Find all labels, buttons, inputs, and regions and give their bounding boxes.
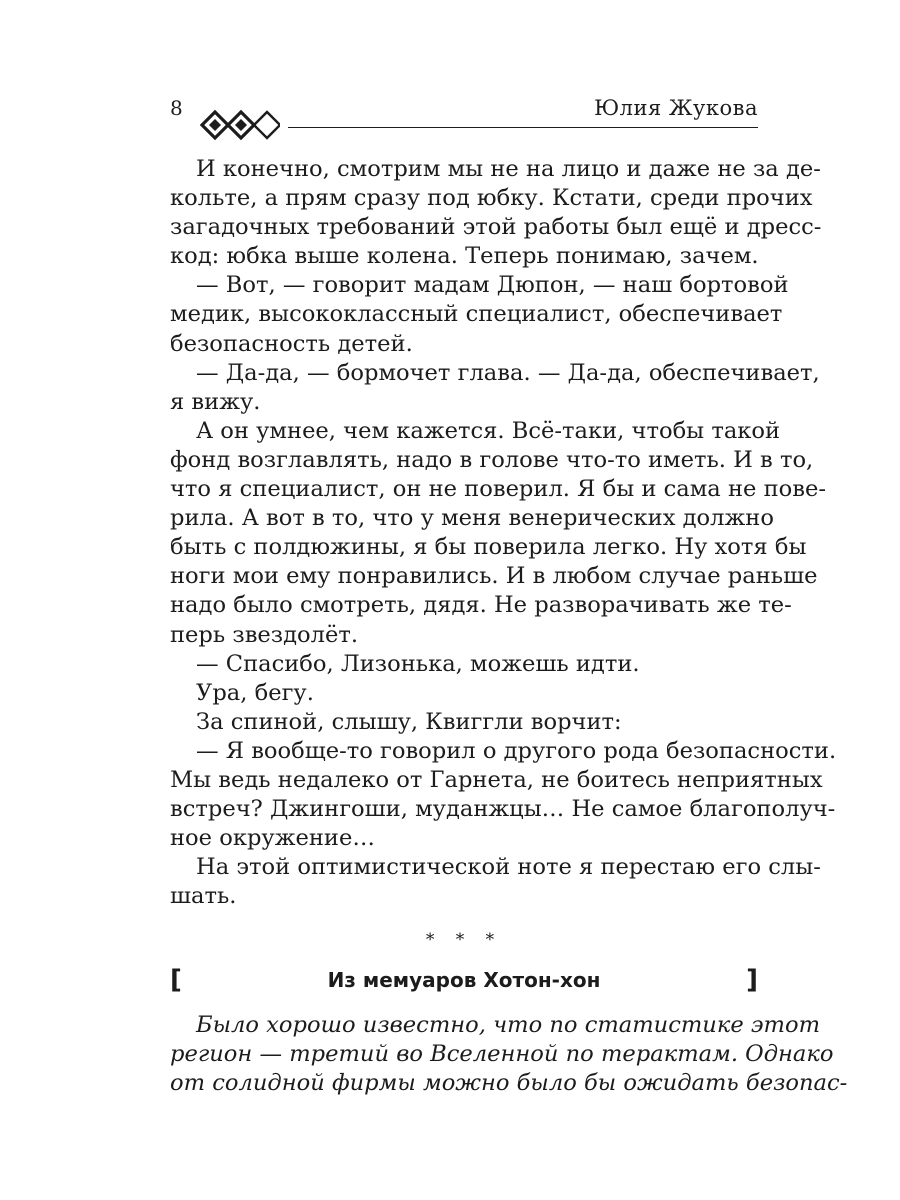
text-line: Ура, бегу. xyxy=(196,679,314,706)
author-name: Юлия Жукова xyxy=(594,96,758,120)
section-separator: * * * xyxy=(425,930,503,950)
text-line: ноги мои ему понравились. И в любом случае раньше xyxy=(170,563,818,590)
text-line: За спиной, слышу, Квиггли ворчит: xyxy=(196,708,622,735)
text-line: И конечно, смотрим мы не на лицо и даже не за де- xyxy=(196,156,821,182)
page-number: 8 xyxy=(170,96,183,120)
text-line: ное окружение… xyxy=(170,825,375,852)
diamond-chain-ornament-icon xyxy=(200,108,280,142)
text-line: А он умнее, чем кажется. Всё-таки, чтобы такой xyxy=(196,417,781,444)
text-line: На этой оптимистической ноте я перестаю его слы- xyxy=(196,854,821,881)
text-line: безопасность детей. xyxy=(170,330,413,357)
text-line: шать. xyxy=(170,883,237,910)
body-text xyxy=(170,155,837,911)
text-line: что я специалист, он не поверил. Я бы и сама не пове- xyxy=(170,476,826,503)
text-line: встреч? Джингоши, муданжцы… Не самое благополуч- xyxy=(170,796,836,823)
left-bracket: [ xyxy=(170,965,182,995)
text-line: рила. А вот в то, что у меня венерических должно xyxy=(170,505,774,532)
section-title: Из мемуаров Хотон-хон xyxy=(327,968,601,992)
text-line: медик, высококлассный специалист, обеспечивает xyxy=(170,301,783,328)
text-line: — Да-да, — бормочет глава. — Да-да, обеспечивает, xyxy=(196,359,820,386)
text-line: — Вот, — говорит мадам Дюпон, — наш бортовой xyxy=(196,272,789,299)
text-line: фонд возглавлять, надо в голове что-то иметь. И в то, xyxy=(170,446,814,473)
text-line: регион — третий во Вселенной по терактам. Однако xyxy=(170,1041,834,1068)
text-line: я вижу. xyxy=(170,388,261,415)
text-line: Мы ведь недалеко от Гарнета, не боитесь неприятных xyxy=(170,766,823,793)
page-header xyxy=(170,90,758,150)
text-line: надо было смотреть, дядя. Не разворачивать же те- xyxy=(170,592,792,619)
text-line: Было хорошо известно, что по статистике этот xyxy=(196,1012,820,1038)
text-line: от солидной фирмы можно было бы ожидать безопас- xyxy=(170,1070,848,1097)
right-bracket: ] xyxy=(746,965,758,995)
text-line: быть с полдюжины, я бы поверила легко. Ну хотя бы xyxy=(170,534,807,561)
text-line: загадочных требований этой работы был ещё и дресс- xyxy=(170,214,822,241)
memoir-text xyxy=(170,1011,848,1098)
text-line: — Я вообще-то говорил о другого рода безопасности. xyxy=(196,737,837,764)
text-line: кольте, а прям сразу под юбку. Кстати, среди прочих xyxy=(170,185,813,212)
text-line: перь звездолёт. xyxy=(170,621,359,648)
section-heading xyxy=(170,962,758,1002)
text-line: код: юбка выше колена. Теперь понимаю, зачем. xyxy=(170,243,759,270)
text-line: — Спасибо, Лизонька, можешь идти. xyxy=(196,650,640,677)
header-rule xyxy=(288,127,758,128)
